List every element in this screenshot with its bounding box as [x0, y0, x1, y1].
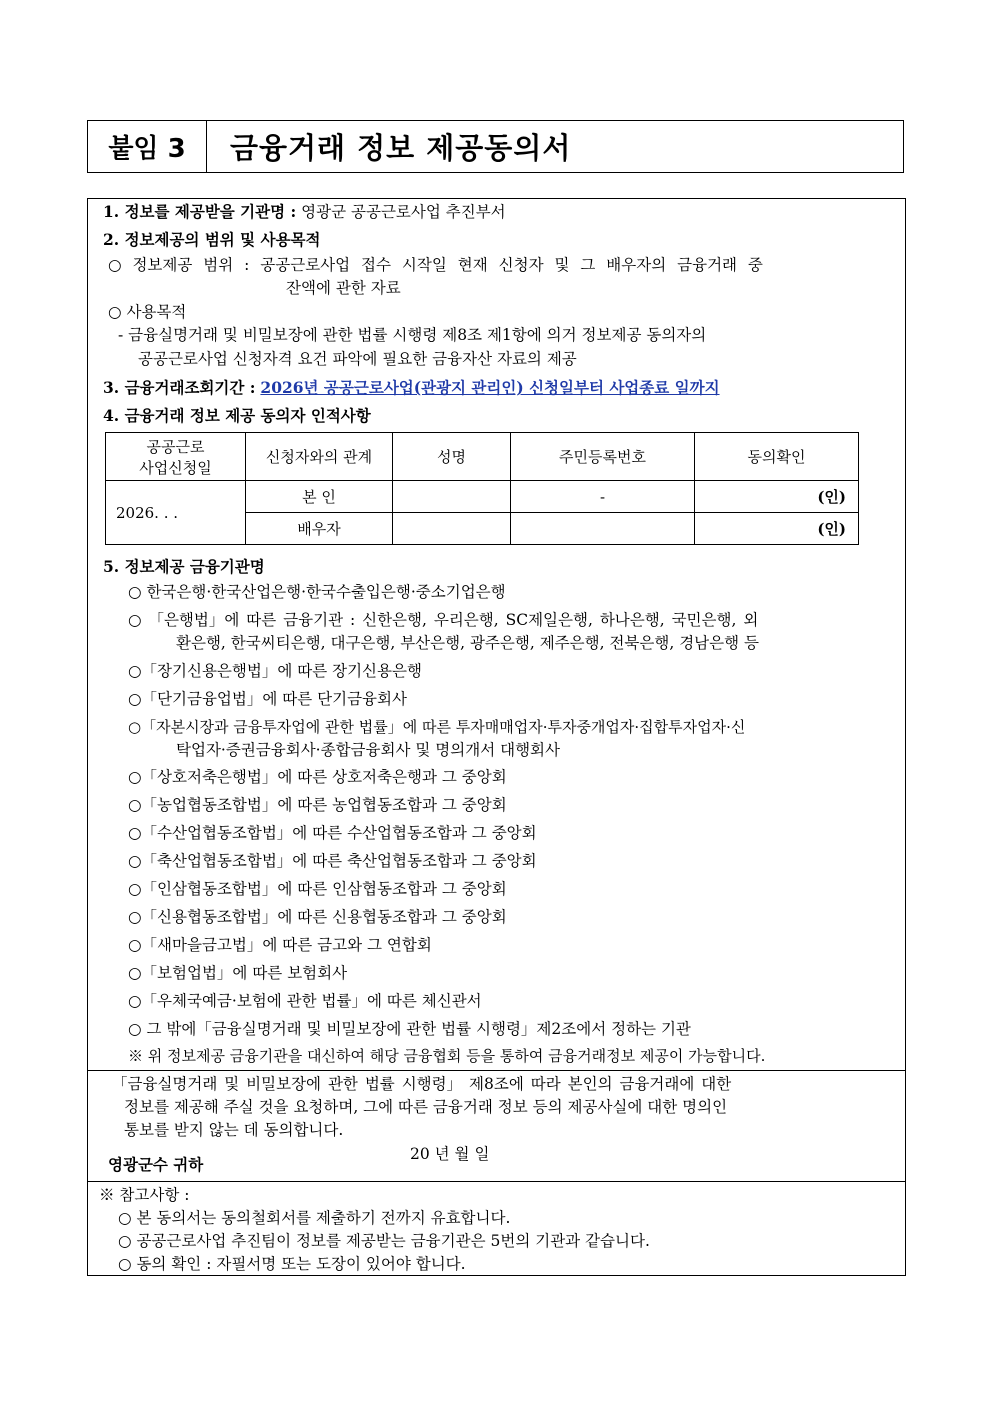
header-resident-number: 주민등록번호	[511, 433, 695, 481]
consent-line-3: 통보를 받지 않는 데 동의합니다.	[124, 1121, 344, 1139]
apply-date-field[interactable]: 2026. . .	[106, 481, 246, 545]
applicant-table	[105, 432, 859, 545]
purpose-line-2: 공공근로사업 신청자격 요건 파악에 필요한 금융자산 자료의 제공	[138, 350, 577, 368]
table-row	[106, 481, 859, 513]
seal-spouse[interactable]: (인)	[695, 513, 859, 545]
divider-consent	[87, 1070, 906, 1071]
name-field-self[interactable]	[393, 481, 511, 513]
section-5-heading: 5. 정보제공 금융기관명	[103, 557, 265, 576]
name-field-spouse[interactable]	[393, 513, 511, 545]
institution-item: ○ 한국은행·한국산업은행·한국수출입은행·중소기업은행	[128, 583, 506, 601]
institution-item-cont: 환은행, 한국씨티은행, 대구은행, 부산은행, 광주은행, 제주은행, 전북은행, 경남은행 등	[176, 634, 759, 652]
scope-line-2: 잔액에 관한 자료	[286, 279, 401, 297]
institution-item: ○「상호저축은행법」에 따른 상호저축은행과 그 중앙회	[128, 768, 507, 786]
consent-line-1: 「금융실명거래 및 비밀보장에 관한 법률 시행령」 제8조에 따라 본인의 금융거래에 대한	[112, 1075, 732, 1093]
institution-item: ○「새마을금고법」에 따른 금고와 그 연합회	[128, 936, 432, 954]
purpose-label: ○ 사용목적	[108, 303, 187, 321]
institution-item: ○「단기금융업법」에 따른 단기금융회사	[128, 690, 407, 708]
resident-number-field-self[interactable]: -	[511, 481, 695, 513]
section-1	[103, 202, 506, 222]
header-name: 성명	[393, 433, 511, 481]
section-2-heading: 2. 정보제공의 범위 및 사용목적	[103, 230, 321, 249]
section-1-value: 영광군 공공근로사업 추진부서	[296, 203, 506, 221]
relation-self: 본 인	[246, 481, 393, 513]
divider-notes	[87, 1181, 906, 1182]
note-item: ○ 동의 확인 : 자필서명 또는 도장이 있어야 합니다.	[118, 1255, 466, 1273]
institution-item: ○「신용협동조합법」에 따른 신용협동조합과 그 중앙회	[128, 908, 507, 926]
document-title: 금융거래 정보 제공동의서	[230, 131, 572, 165]
institution-item: ○ 「은행법」에 따른 금융기관 : 신한은행, 우리은행, SC제일은행, 하나은행, 국민은행, 외	[128, 611, 759, 629]
note-item: ○ 본 동의서는 동의철회서를 제출하기 전까지 유효합니다.	[118, 1209, 511, 1227]
consent-date: 20 년 월 일	[410, 1145, 490, 1163]
notes-heading: ※ 참고사항 :	[99, 1186, 190, 1204]
scope-line-1: ○ 정보제공 범위 : 공공근로사업 접수 시작일 현재 신청자 및 그 배우자의 금융거래 중	[108, 256, 763, 274]
note-item: ○ 공공근로사업 추진팀이 정보를 제공받는 금융기관은 5번의 기관과 같습니다.	[118, 1232, 650, 1250]
relation-spouse: 배우자	[246, 513, 393, 545]
attachment-tag: 붙임 3	[88, 121, 207, 172]
resident-number-field-spouse[interactable]	[511, 513, 695, 545]
institution-item: ○「축산업협동조합법」에 따른 축산업협동조합과 그 중앙회	[128, 852, 537, 870]
institution-item: ○「농업협동조합법」에 따른 농업협동조합과 그 중앙회	[128, 796, 507, 814]
institution-item: ○ 그 밖에「금융실명거래 및 비밀보장에 관한 법률 시행령」제2조에서 정하는 기관	[128, 1020, 691, 1038]
institution-item: ○「우체국예금·보험에 관한 법률」에 따른 체신관서	[128, 992, 482, 1010]
institution-item: ○「장기신용은행법」에 따른 장기신용은행	[128, 662, 422, 680]
institution-item: ○「보험업법」에 따른 보험회사	[128, 964, 348, 982]
purpose-line-1: - 금융실명거래 및 비밀보장에 관한 법률 시행령 제8조 제1항에 의거 정보제공 동의자의	[118, 326, 707, 344]
inquiry-period-link[interactable]: 2026년 공공근로사업(관광지 관리인) 신청일부터 사업종료 일까지	[260, 378, 720, 397]
section-4-heading: 4. 금융거래 정보 제공 동의자 인적사항	[103, 406, 371, 425]
section-3	[103, 378, 720, 398]
institution-item: ○「수산업협동조합법」에 따른 수산업협동조합과 그 중앙회	[128, 824, 537, 842]
section-3-label: 3. 금융거래조회기간 :	[103, 378, 256, 397]
seal-self[interactable]: (인)	[695, 481, 859, 513]
institution-item-cont: 탁업자·증권금융회사·종합금융회사 및 명의개서 대행회사	[176, 741, 560, 759]
header-apply-date: 공공근로 사업신청일	[106, 433, 246, 481]
institution-item: ○「인삼협동조합법」에 따른 인삼협동조합과 그 중앙회	[128, 880, 507, 898]
institution-item: ○「자본시장과 금융투자업에 관한 법률」에 따른 투자매매업자·투자중개업자·집합투자업자·신	[128, 718, 746, 736]
header-relation: 신청자와의 관계	[246, 433, 393, 481]
consent-line-2: 정보를 제공해 주실 것을 요청하며, 그에 따른 금융거래 정보 등의 제공사실에 대한 명의인	[124, 1098, 728, 1116]
addressee: 영광군수 귀하	[108, 1155, 204, 1174]
section-1-label: 1. 정보를 제공받을 기관명 :	[103, 202, 297, 221]
title-box	[87, 120, 904, 173]
header-consent: 동의확인	[695, 433, 859, 481]
institution-note: ※ 위 정보제공 금융기관을 대신하여 해당 금융협회 등을 통하여 금융거래정보 제공이 가능합니다.	[128, 1047, 766, 1065]
